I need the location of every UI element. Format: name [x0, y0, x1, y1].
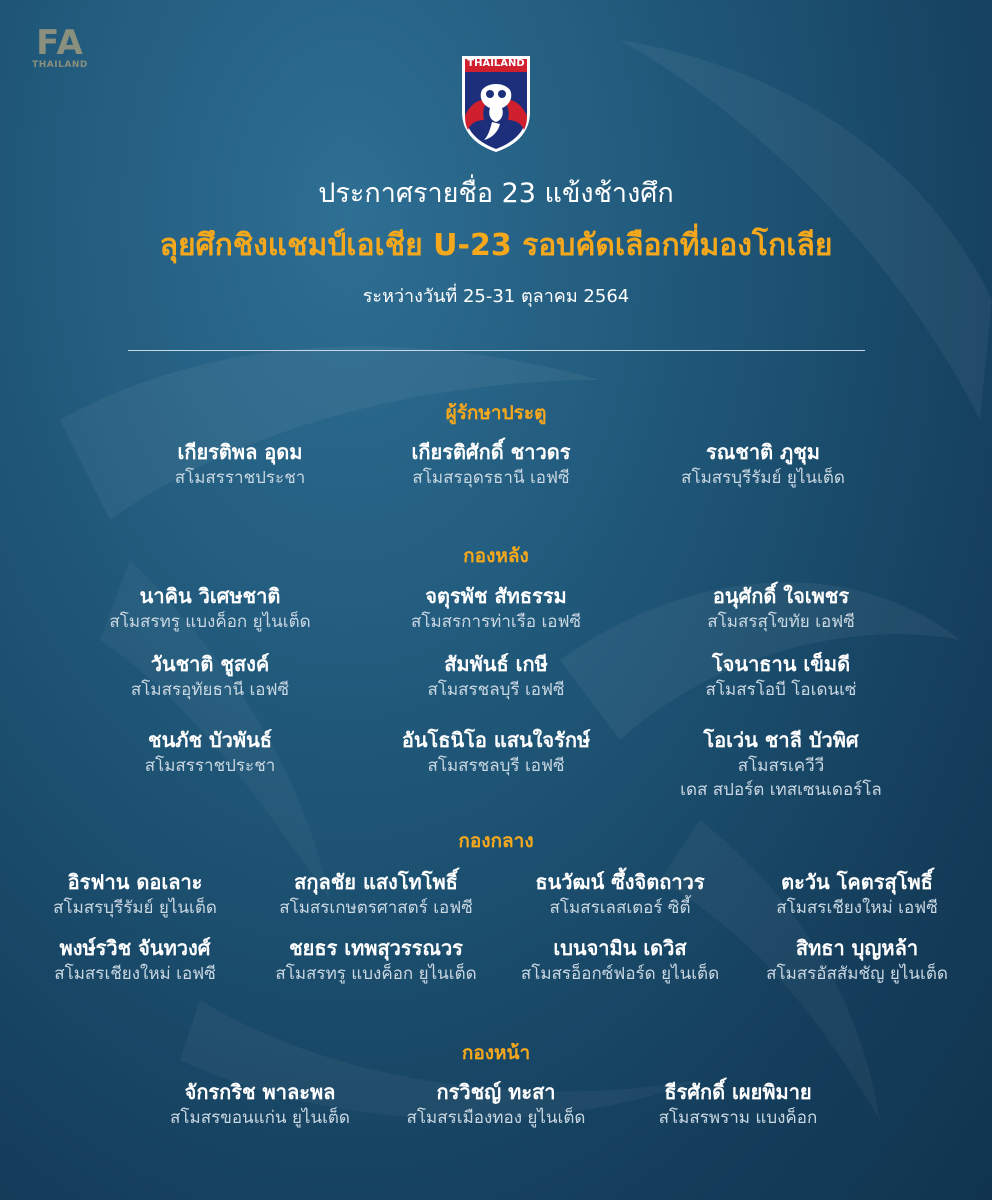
player-card — [256, 934, 496, 986]
player-club: สโมสรขอนแก่น ยูไนเต็ด — [170, 1108, 350, 1128]
player-name: โอเว่น ชาลี บัวพิศ — [703, 728, 859, 752]
player-name: สัมพันธ์ เกษี — [444, 652, 548, 676]
player-card — [500, 868, 740, 920]
fa-thailand-logo — [30, 23, 90, 72]
player-card — [618, 1078, 858, 1130]
thailand-national-team-crest — [458, 54, 534, 154]
player-card — [366, 650, 626, 702]
player-name: เกียรติศักดิ์ ชาวดร — [411, 440, 571, 464]
player-card — [651, 582, 911, 634]
player-club: สโมสรเมืองทอง ยูไนเต็ด — [406, 1108, 586, 1128]
player-name: นาคิน วิเศษชาติ — [139, 584, 281, 608]
player-card — [742, 868, 972, 920]
player-club-line2: เดส สปอร์ต เทสเซนเดอร์โล — [680, 780, 882, 800]
player-club: สโมสรเกษตรศาสตร์ เอฟซี — [279, 898, 473, 918]
player-club: สโมสรราชประชา — [174, 468, 306, 488]
headline-tournament: ลุยศึกชิงแชมป์เอเชีย U-23 รอบคัดเลือกที่มองโกเลีย — [159, 228, 833, 263]
player-card — [643, 438, 883, 490]
player-card — [80, 726, 340, 778]
player-card — [366, 582, 626, 634]
player-club: สโมสรทรู แบงค็อก ยูไนเต็ด — [275, 964, 477, 984]
player-name: พงษ์รวิช จันทวงศ์ — [59, 936, 211, 960]
headline-date-range: ระหว่างวันที่ 25-31 ตุลาคม 2564 — [362, 286, 630, 307]
player-card — [500, 934, 740, 986]
player-name: วันชาติ ชูสงค์ — [150, 652, 270, 676]
player-card — [256, 868, 496, 920]
player-club: สโมสรการท่าเรือ เอฟซี — [410, 612, 582, 632]
player-name: อิรฟาน ดอเลาะ — [67, 870, 203, 894]
player-club: สโมสรเลสเตอร์ ซิตี้ — [549, 898, 691, 918]
player-name: ชนภัช บัวพันธ์ — [148, 728, 272, 752]
player-club: สโมสรเควีวี — [737, 756, 825, 776]
player-club: สโมสรชลบุรี เอฟซี — [427, 680, 565, 700]
player-name: ตะวัน โคตรสุโพธิ์ — [781, 870, 933, 894]
player-name: กรวิชญ์ ทะสา — [436, 1080, 556, 1104]
player-card — [651, 650, 911, 702]
player-name: เบนจามิน เดวิส — [553, 936, 687, 960]
player-card — [371, 438, 611, 490]
player-club: สโมสรราชประชา — [144, 756, 276, 776]
player-club: สโมสรพราม แบงค็อก — [658, 1108, 818, 1128]
player-club: สโมสรอุทัยธานี เอฟซี — [130, 680, 290, 700]
player-card — [20, 934, 250, 986]
elephant-crest-icon — [458, 54, 534, 154]
player-card — [651, 726, 911, 802]
section-title-midfielders: กองกลาง — [458, 830, 534, 852]
section-title-goalkeepers: ผู้รักษาประตู — [445, 402, 547, 424]
fa-logo-mark: FA — [36, 23, 84, 63]
player-name: ชยธร เทพสุวรรณวร — [289, 936, 463, 960]
player-name: สิทธา บุญหล้า — [795, 936, 919, 960]
player-name: อันโธนิโอ แสนใจรักษ์ — [401, 728, 591, 752]
player-card — [376, 1078, 616, 1130]
player-club: สโมสรเชียงใหม่ เอฟซี — [54, 964, 216, 984]
player-card — [20, 868, 250, 920]
player-card — [742, 934, 972, 986]
player-name: รณชาติ ภูชุม — [706, 440, 820, 464]
player-club: สโมสรอ็อกซ์ฟอร์ด ยูไนเต็ด — [520, 964, 720, 984]
player-club: สโมสรชลบุรี เอฟซี — [427, 756, 565, 776]
player-club: สโมสรทรู แบงค็อก ยูไนเต็ด — [109, 612, 311, 632]
player-club: สโมสรบุรีรัมย์ ยูไนเต็ด — [681, 468, 845, 488]
crest-country-label: THAILAND — [467, 58, 525, 69]
section-title-forwards: กองหน้า — [461, 1042, 531, 1064]
headline-squad-announcement: ประกาศรายชื่อ 23 แข้งช้างศึก — [318, 178, 674, 209]
player-club: สโมสรอุดรธานี เอฟซี — [412, 468, 570, 488]
player-club: สโมสรโอบี โอเดนเซ่ — [705, 680, 857, 700]
player-club: สโมสรเชียงใหม่ เอฟซี — [776, 898, 938, 918]
fa-logo-country: THAILAND — [32, 60, 88, 70]
player-card — [80, 650, 340, 702]
player-name: เกียรติพล อุดม — [177, 440, 303, 464]
player-card — [366, 726, 626, 778]
player-name: สกุลชัย แสงโทโพธิ์ — [294, 870, 458, 894]
player-name: จักรกริช พาละพล — [184, 1080, 336, 1104]
player-club: สโมสรอัสสัมชัญ ยูไนเต็ด — [766, 964, 948, 984]
player-name: ธีรศักดิ์ เผยพิมาย — [664, 1080, 812, 1104]
header-divider — [128, 350, 865, 351]
player-card — [140, 1078, 380, 1130]
section-title-defenders: กองหลัง — [463, 545, 529, 567]
player-club: สโมสรบุรีรัมย์ ยูไนเต็ด — [53, 898, 217, 918]
player-name: อนุศักดิ์ ใจเพชร — [712, 584, 850, 608]
player-card — [80, 582, 340, 634]
player-club: สโมสรสุโขทัย เอฟซี — [707, 612, 855, 632]
player-name: โจนาธาน เข็มดี — [711, 652, 851, 676]
player-card — [120, 438, 360, 490]
player-name: จตุรพัช สัทธรรม — [425, 584, 567, 608]
player-name: ธนวัฒน์ ซึ้งจิตถาวร — [535, 870, 705, 894]
